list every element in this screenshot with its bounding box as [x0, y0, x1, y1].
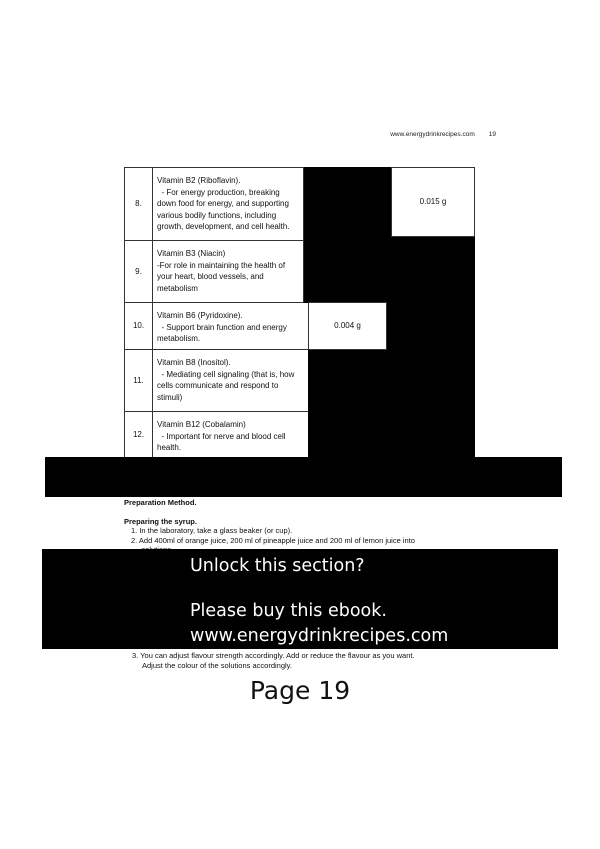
ebook-url[interactable]: www.energydrinkrecipes.com: [190, 626, 449, 646]
row-number: 10.: [124, 302, 153, 350]
locked-section-overlay[interactable]: [42, 549, 558, 649]
row-number: 8.: [124, 167, 153, 241]
method-step: 2. Add 400ml of orange juice, 200 ml of pineapple juice and 200 ml of lemon juice into: [131, 535, 415, 545]
method-title: Preparation Method.: [124, 498, 197, 507]
value-cell: 0.015 g: [391, 167, 475, 237]
page-header: [390, 131, 496, 138]
site-url: www.energydrinkrecipes.com: [390, 131, 475, 138]
method-step: Adjust the colour of the solutions accordingly.: [132, 660, 292, 670]
buy-ebook-text: Please buy this ebook.: [190, 601, 387, 621]
page-label: Page 19: [249, 676, 351, 705]
method-step: 3. You can adjust flavour strength accordingly. Add or reduce the flavour as you want.: [132, 651, 415, 660]
row-description: Vitamin B6 (Pyridoxine). - Support brain function and energy metabolism.: [152, 302, 309, 350]
preparation-method: [124, 498, 476, 555]
page-number: 19: [488, 131, 496, 138]
method-continued: [132, 651, 472, 670]
method-subtitle: Preparing the syrup.: [124, 516, 197, 526]
row-number: 11.: [124, 349, 153, 412]
unlock-prompt: Unlock this section?: [190, 556, 365, 576]
redaction-block: [391, 237, 475, 462]
row-number: 9.: [124, 240, 153, 303]
row-description: Vitamin B3 (Niacin) -For role in maintaining the health of your heart, blood vessels, and metabolism: [152, 240, 304, 303]
row-description: Vitamin B2 (Riboflavin). - For energy production, breaking down food for energy, and supporting various bodily functions, including growth, development, and cell health.: [152, 167, 304, 241]
row-number: 12.: [124, 411, 153, 458]
method-step: 1. In the laboratory, take a glass beaker (or cup).: [131, 526, 293, 535]
value-cell: 0.004 g: [308, 302, 387, 350]
redaction-block: [308, 349, 392, 462]
row-description: Vitamin B12 (Cobalamin) - Important for nerve and blood cell health.: [152, 411, 309, 458]
redaction-band: [45, 457, 562, 497]
row-description: Vitamin B8 (Inositol). - Mediating cell signaling (that is, how cells communicate and respond to stimuli): [152, 349, 309, 412]
redaction-block: [304, 167, 392, 303]
